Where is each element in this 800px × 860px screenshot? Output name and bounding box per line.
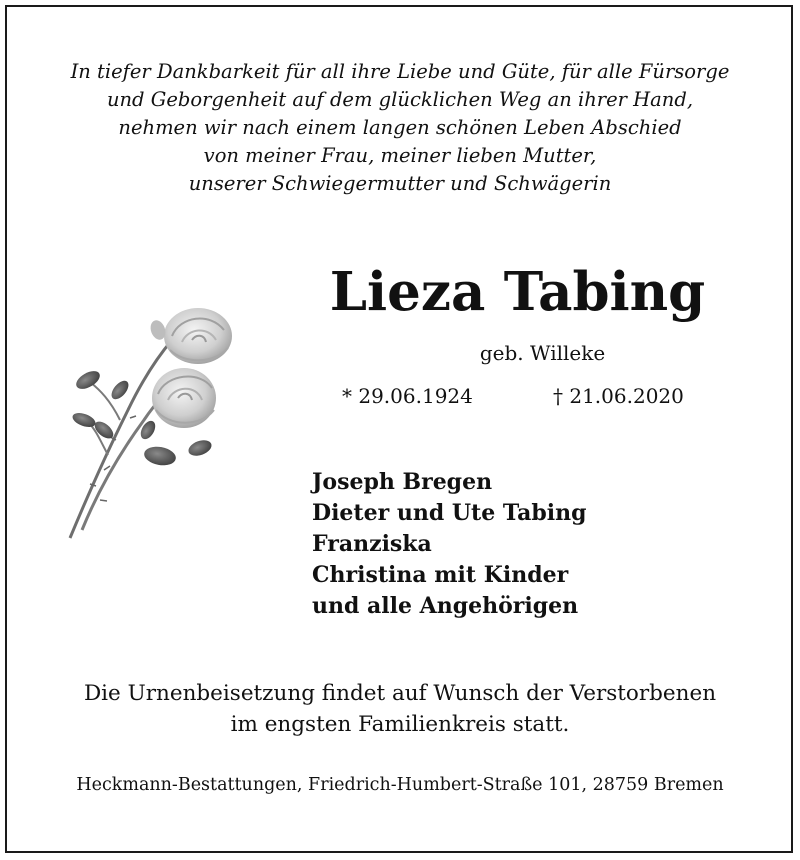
intro-line: In tiefer Dankbarkeit für all ihre Liebe und Güte, für alle Fürsorge	[70, 60, 730, 83]
mourner: Joseph Bregen	[312, 469, 493, 495]
mourner: und alle Angehörigen	[312, 593, 579, 619]
mourner: Christina mit Kinder	[312, 562, 569, 588]
mourner: Franziska	[312, 531, 432, 557]
intro-text	[40, 58, 760, 198]
burial-line: im engsten Familienkreis statt.	[230, 712, 570, 737]
funeral-home-address: Heckmann-Bestattungen, Friedrich-Humbert-Straße 101, 28759 Bremen	[76, 775, 724, 795]
deceased-name: Lieza Tabing	[329, 261, 706, 323]
rose-with-stems-icon	[60, 290, 260, 550]
intro-line: nehmen wir nach einem langen schönen Leben Abschied	[118, 116, 682, 139]
intro-line: und Geborgenheit auf dem glücklichen Weg an ihrer Hand,	[106, 88, 694, 111]
intro-line: unserer Schwiegermutter und Schwägerin	[188, 172, 612, 195]
burial-notice	[40, 678, 760, 740]
mourners-list	[312, 467, 587, 622]
intro-line: von meiner Frau, meiner lieben Mutter,	[203, 144, 597, 167]
mourner: Dieter und Ute Tabing	[312, 500, 587, 526]
birth-date: * 29.06.1924	[342, 384, 473, 408]
maiden-name: geb. Willeke	[479, 341, 606, 365]
death-date: † 21.06.2020	[553, 384, 684, 408]
burial-line: Die Urnenbeisetzung findet auf Wunsch der Verstorbenen	[83, 681, 717, 706]
